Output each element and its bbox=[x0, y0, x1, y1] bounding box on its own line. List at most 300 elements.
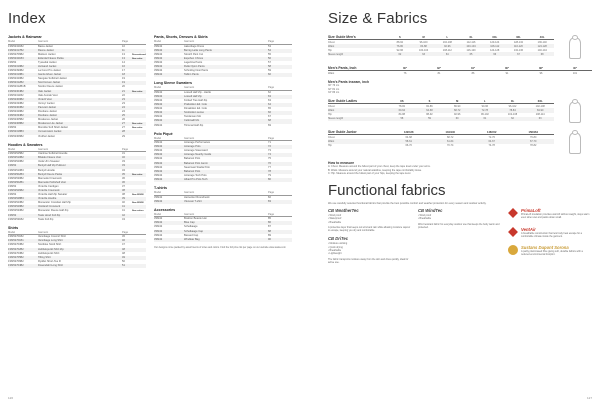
garment-cell: Rulle Nylon Pants bbox=[184, 64, 205, 68]
page-cell: 46 bbox=[122, 239, 125, 243]
table-row bbox=[8, 218, 146, 222]
header-page: Page bbox=[122, 40, 129, 43]
size-cell: 68-72 bbox=[453, 108, 461, 112]
table-row bbox=[154, 73, 292, 77]
page-cell: 60 bbox=[268, 73, 271, 77]
size-header-cell: XXL bbox=[537, 99, 543, 103]
size-cell: 91 bbox=[505, 71, 509, 75]
model-cell: 3SM42 bbox=[154, 149, 163, 153]
page-number-right: 127 bbox=[586, 396, 592, 400]
status-badge: New color bbox=[132, 173, 143, 176]
size-guide-men bbox=[328, 35, 592, 61]
garment-cell: Stretch Pant Cut bbox=[184, 52, 204, 56]
size-cell: 108-112 bbox=[442, 48, 452, 52]
model-cell: 1SM52523B2 bbox=[8, 201, 24, 205]
garment-cell: Heinecker Roundneck bbox=[184, 195, 210, 199]
page-cell: 48 bbox=[122, 251, 125, 255]
size-cell: 58-61 bbox=[405, 139, 412, 143]
model-cell: 3SM42 bbox=[154, 165, 163, 169]
size-header-cell: 32" bbox=[436, 66, 442, 70]
size-row-label: Waist bbox=[328, 108, 335, 112]
garment-cell: Bunlyd Half Zip Pullover bbox=[38, 164, 66, 168]
model-cell: 1SM52533B2 bbox=[8, 209, 24, 213]
garment-cell: Cellonadl Mo bbox=[184, 119, 200, 123]
page-cell: 14 bbox=[122, 60, 125, 64]
inseam-block bbox=[328, 80, 592, 94]
garment-cell: Dimakiden Ed. Cole bbox=[184, 107, 207, 111]
garment-cell: Nangate Softshell Jacket bbox=[38, 77, 67, 81]
model-cell: 3SM42 bbox=[154, 69, 163, 73]
page-cell: 31 bbox=[122, 152, 125, 156]
page-cell: 39 bbox=[122, 197, 125, 201]
index-section-title: Hoodies & Sweaters bbox=[8, 142, 43, 147]
size-header-cell: XL bbox=[469, 35, 473, 39]
size-cell: 112-116 bbox=[466, 40, 476, 44]
table-row bbox=[154, 124, 292, 128]
size-header-cell: 4XL bbox=[539, 35, 545, 39]
model-cell: 1SM52 bbox=[8, 60, 17, 64]
garment-cell: Schelkaage bbox=[184, 225, 198, 229]
table-row bbox=[328, 135, 554, 139]
size-header-cell: 3XL bbox=[516, 35, 521, 39]
garment-cell: Ravna Jacket bbox=[38, 48, 54, 52]
model-cell: 3SM42 bbox=[154, 64, 163, 68]
garment-cell: Tyssedal Jacket bbox=[38, 60, 57, 64]
size-table-title: Size Guide Junior bbox=[328, 130, 357, 135]
table-row bbox=[328, 71, 592, 75]
fabric-item bbox=[328, 208, 412, 232]
garment-cell: Praikolden Ed. Cole bbox=[184, 103, 207, 107]
page-cell: 37 bbox=[122, 184, 125, 188]
page-cell: 71 bbox=[268, 141, 271, 145]
size-row-label: Waist bbox=[328, 71, 335, 75]
model-cell: 1SM52706B2 bbox=[8, 259, 24, 263]
garment-cell: Vanntkage Long Shirt bbox=[38, 239, 63, 243]
page-cell: 21 bbox=[122, 89, 125, 93]
index-table-body bbox=[154, 91, 292, 128]
table-row bbox=[328, 108, 554, 112]
index-table-body bbox=[8, 235, 146, 268]
header-model: Model bbox=[154, 40, 162, 43]
size-cell: 90-96 bbox=[481, 104, 489, 108]
page-number-left: 126 bbox=[8, 396, 14, 400]
size-row-label: Chest bbox=[328, 135, 335, 139]
size-header-cell: 36" bbox=[504, 66, 510, 70]
size-cell: 64-68 bbox=[426, 108, 433, 112]
status-badge: New color bbox=[132, 127, 143, 130]
page-cell: 83 bbox=[268, 199, 271, 203]
size-header-cell: 122/128 bbox=[404, 130, 414, 134]
garment-cell: Uvmannstein Jacket bbox=[38, 130, 62, 134]
size-fabrics-title: Size & Fabrics bbox=[328, 10, 428, 27]
inseam-line: 30" 76 cm bbox=[328, 84, 340, 88]
size-table-body bbox=[328, 40, 554, 56]
size-table-title: Men's Pants, Inch bbox=[328, 66, 357, 70]
header-garment: Garment bbox=[184, 191, 195, 195]
size-cell: 84-88 bbox=[420, 44, 427, 48]
model-cell: 3SM42 bbox=[154, 153, 163, 157]
size-cell: 140-144 bbox=[537, 48, 547, 52]
page-cell: 35 bbox=[122, 172, 125, 176]
size-cell: 124-128 bbox=[537, 44, 547, 48]
size-header-cell: M bbox=[422, 35, 425, 39]
garment-cell: Rondane Jacket bbox=[38, 114, 57, 118]
table-row bbox=[154, 238, 292, 242]
fabric-feature-body bbox=[521, 227, 592, 243]
garment-cell: Vale Jacket bbox=[38, 89, 52, 93]
garment-cell: Vostland Crewneck bbox=[38, 205, 61, 209]
size-cell: 76-80 bbox=[396, 44, 404, 48]
garment-cell: Schnding Nosi Pants bbox=[184, 69, 209, 73]
size-cell: 78-82 bbox=[398, 104, 406, 108]
garment-cell: Lossell Half Zip - Hartle bbox=[184, 90, 211, 94]
model-cell: 1SM52502B3 bbox=[8, 172, 24, 176]
model-cell: 1SM52319B1 bbox=[8, 73, 24, 77]
size-cell: 64-67 bbox=[488, 139, 495, 143]
size-cell: 92-96 bbox=[396, 48, 404, 52]
status-badge: New color bbox=[132, 123, 143, 126]
garment-cell: Ryddet Short-Tee R bbox=[38, 259, 61, 263]
page-cell: 13 bbox=[122, 52, 125, 56]
garment-cell: Anterage Polo bbox=[184, 145, 201, 149]
page-cell: 57 bbox=[268, 60, 271, 64]
status-badge: New color bbox=[132, 90, 143, 93]
garment-cell: Vermyr Jacket bbox=[38, 101, 55, 105]
index-section bbox=[154, 81, 292, 127]
page-cell: 73 bbox=[268, 149, 271, 153]
garment-cell: Tilling Shirt bbox=[38, 255, 51, 259]
garment-cell: Anterage Performance bbox=[184, 141, 211, 145]
fabric-bullet: • Quick drying bbox=[328, 245, 343, 249]
garment-cell: Windlear Bag bbox=[184, 237, 200, 241]
header-model: Model bbox=[154, 191, 162, 195]
measure-line: A: Chest. Measure around the fullest part of your chest, keep the tape level under your arms. bbox=[328, 165, 431, 169]
page-cell: 56 bbox=[268, 56, 271, 60]
header-garment: Garment bbox=[184, 86, 195, 90]
page-cell: 38 bbox=[122, 193, 125, 197]
index-section bbox=[154, 208, 292, 242]
size-cell: 66 bbox=[493, 52, 497, 56]
size-header-cell: 134/140 bbox=[445, 130, 455, 134]
size-header-cell: 158/164 bbox=[528, 130, 538, 134]
garment-cell: Tallinn Pants bbox=[184, 73, 199, 77]
garment-cell: Lossell Half Zip bbox=[184, 94, 202, 98]
page-cell: 65 bbox=[268, 107, 271, 111]
model-cell: 1SM52704B2 bbox=[8, 263, 24, 267]
male-figure-icon bbox=[558, 35, 592, 61]
junior-figure-icon bbox=[558, 130, 592, 156]
size-cell: 58 bbox=[400, 117, 404, 121]
index-section-title: Accessories bbox=[154, 207, 176, 212]
size-cell: 65 bbox=[469, 52, 473, 56]
table-row bbox=[328, 44, 554, 48]
size-cell: 108-112 bbox=[490, 44, 500, 48]
size-cell: 88-92 bbox=[426, 113, 433, 117]
index-table-body bbox=[154, 196, 292, 204]
garment-cell: Albad Pro Polo Tech bbox=[184, 177, 208, 181]
measure-line: C: Hip. Measure around the fullest part of your hips, keeping the tape level. bbox=[328, 172, 411, 176]
fabric-bullet: • Wind proof bbox=[418, 213, 432, 217]
garment-cell: Knitted Ties Half Zip bbox=[184, 98, 208, 102]
header-model: Model bbox=[154, 212, 162, 216]
model-cell: 1SM52531B2 bbox=[8, 217, 24, 221]
measure-line: B: Waist. Measure around your natural waistline, keeping the tape comfortably loose. bbox=[328, 168, 422, 172]
size-guide-men-pants bbox=[328, 66, 592, 75]
model-cell: 3SM42 bbox=[154, 177, 163, 181]
page-cell: 36 bbox=[122, 176, 125, 180]
size-cell: 60-64 bbox=[398, 108, 406, 112]
size-table-body bbox=[328, 135, 554, 147]
size-cell: 61 bbox=[483, 117, 487, 121]
garment-cell: Schelkaage Cap bbox=[184, 229, 204, 233]
page-cell: 26 bbox=[122, 118, 125, 122]
garment-cell: Tandansen Mo bbox=[184, 115, 202, 119]
page-cell: 90 bbox=[268, 237, 271, 241]
page-cell: 10 bbox=[122, 44, 125, 48]
size-cell: 68-72 bbox=[447, 135, 454, 139]
fabric-logo: CB DriTec bbox=[328, 236, 349, 242]
model-cell: 1SM52530B2 bbox=[8, 176, 24, 180]
index-section-title: Polo Piqué bbox=[154, 131, 173, 136]
model-cell: 1SM52 bbox=[8, 213, 17, 217]
model-cell: 3SM42 bbox=[154, 94, 163, 98]
page-cell: 67 bbox=[268, 115, 271, 119]
size-cell: 78-84 bbox=[509, 108, 516, 112]
page-cell: 19 bbox=[122, 81, 125, 85]
fabric-text: A protective layer that keeps out wind and rain while allowing moisture vapour to escape, keeping you dry and comfortable. bbox=[328, 225, 411, 233]
size-cell: 60 bbox=[455, 117, 459, 121]
page-cell: 53 bbox=[268, 44, 271, 48]
size-cell: 96-100 bbox=[419, 40, 428, 44]
page-cell: 48 bbox=[122, 247, 125, 251]
model-cell: 3SM42 bbox=[154, 90, 163, 94]
size-cell: 104-108 bbox=[442, 40, 452, 44]
model-cell: 1SM52529B2 bbox=[8, 205, 24, 209]
model-cell: 3SM42 bbox=[154, 73, 163, 77]
status-badge: New colors bbox=[132, 210, 144, 213]
model-cell: 1SM52311B2 bbox=[8, 93, 24, 97]
index-table-body bbox=[8, 45, 146, 139]
header-model: Model bbox=[8, 147, 16, 151]
size-cell: 92-96 bbox=[444, 44, 451, 48]
page-cell: 89 bbox=[268, 233, 271, 237]
model-cell: 3SM42 bbox=[154, 98, 163, 102]
page-cell: 41 bbox=[122, 205, 125, 209]
model-cell: 3SM42 bbox=[154, 229, 163, 233]
model-cell: 3SM42 bbox=[154, 233, 163, 237]
size-cell: 102-108 bbox=[535, 104, 545, 108]
page-cell: 82 bbox=[268, 195, 271, 199]
page-cell: 88 bbox=[268, 229, 271, 233]
header-page: Page bbox=[122, 147, 129, 151]
garment-cell: Hubbekpunkt Shirt Zip bbox=[38, 247, 64, 251]
model-cell: 1SM52 bbox=[8, 184, 17, 188]
size-row-label: Sleeve length bbox=[328, 117, 344, 121]
model-cell: 3SM42 bbox=[154, 161, 163, 165]
size-cell: 108-114 bbox=[535, 113, 545, 117]
model-cell: 3SM42 bbox=[154, 115, 163, 119]
size-header-cell: S bbox=[428, 99, 431, 103]
garment-cell: Pauvrett Jacket bbox=[38, 105, 56, 109]
garment-cell: Veda Uhn Sweater bbox=[38, 160, 60, 164]
page-cell: 17 bbox=[122, 69, 125, 73]
model-cell: 3SM42 bbox=[154, 111, 163, 115]
garment-cell: Hubbekpunkt Shirt bbox=[38, 251, 60, 255]
index-column-2 bbox=[154, 35, 292, 272]
garment-cell: Lagertina Pants bbox=[184, 60, 203, 64]
page-cell: 13 bbox=[122, 56, 125, 60]
model-cell: 1SM52510B2 bbox=[8, 156, 24, 160]
header-garment: Garment bbox=[184, 136, 195, 140]
index-table-body bbox=[8, 152, 146, 222]
size-cell: 84-90 bbox=[536, 108, 544, 112]
page-cell: 62 bbox=[268, 90, 271, 94]
index-section-title: Shirts bbox=[8, 225, 19, 230]
size-header-cell: 30" bbox=[402, 66, 408, 70]
model-cell: 3SM42 bbox=[154, 173, 163, 177]
garment-cell: Mannedel Softshell Vest bbox=[38, 180, 66, 184]
size-cell: 67-70 bbox=[530, 139, 537, 143]
size-header-cell: XS bbox=[400, 99, 404, 103]
page-cell: 27 bbox=[122, 122, 125, 126]
header-garment: Garment bbox=[38, 40, 49, 43]
model-cell: 3SM42 bbox=[154, 195, 163, 199]
size-cell: 64 bbox=[445, 52, 449, 56]
size-header-cell: XL bbox=[510, 99, 515, 103]
functional-fabrics-title: Functional fabrics bbox=[328, 181, 446, 199]
page-cell: 33 bbox=[122, 164, 125, 168]
model-cell: 1SM52 bbox=[8, 164, 17, 168]
table-row bbox=[328, 117, 554, 121]
fabric-feature bbox=[508, 245, 592, 261]
size-cell: 96 bbox=[539, 71, 543, 75]
fabric-bullet: • Breathable bbox=[418, 217, 432, 221]
page-cell: 63 bbox=[268, 94, 271, 98]
size-cell: 72-78 bbox=[481, 108, 489, 112]
garment-cell: Bunlyd Hoodie bbox=[38, 168, 55, 172]
size-header-cell: L bbox=[446, 35, 449, 39]
model-cell: 1SM52317B2 bbox=[8, 48, 24, 52]
garment-cell: Anterage Steenward bbox=[184, 149, 208, 153]
page-cell: 64 bbox=[268, 103, 271, 107]
garment-cell: Bessed Cap bbox=[184, 233, 199, 237]
size-cell: 100-104 bbox=[418, 48, 429, 52]
size-cell: 116-120 bbox=[513, 44, 523, 48]
garment-cell: La Foret Pro Jacket bbox=[38, 69, 61, 73]
garment-cell: Vinterlie Hoodie bbox=[38, 197, 57, 201]
page-cell: 47 bbox=[122, 243, 125, 247]
table-row bbox=[328, 52, 554, 56]
fabric-bullets bbox=[328, 214, 412, 224]
garment-cell: Aakerdage Dress bbox=[184, 44, 205, 48]
index-table-body bbox=[154, 45, 292, 78]
header-model: Model bbox=[8, 230, 16, 234]
page-cell: 63 bbox=[268, 98, 271, 102]
index-section-title: T-shirts bbox=[154, 186, 167, 191]
size-guide-ladies bbox=[328, 99, 592, 125]
size-row-label: Chest bbox=[328, 104, 335, 108]
garment-cell: Vinterli Vest bbox=[38, 97, 52, 101]
fabric-bullet: • Waterproof bbox=[328, 217, 342, 221]
size-row-label: Hip bbox=[328, 144, 332, 148]
model-cell: 1SM52510B3 bbox=[8, 168, 24, 172]
size-cell: 64-68 bbox=[405, 135, 412, 139]
garment-cell: Nearcoast Stadia Polo bbox=[184, 165, 210, 169]
page-cell: 19 bbox=[122, 77, 125, 81]
model-cell: 3SM42 bbox=[154, 56, 163, 60]
size-cell: 120-124 bbox=[490, 40, 500, 44]
model-cell: 1SM52303B2 bbox=[8, 105, 24, 109]
index-section-title: Pants, Shorts, Dresses & Skirts bbox=[154, 35, 208, 39]
model-cell: 1SM52329B2 bbox=[8, 110, 24, 113]
size-cell: 68 bbox=[540, 52, 544, 56]
page-cell: 25 bbox=[122, 114, 125, 118]
page-cell: 69 bbox=[268, 123, 271, 127]
model-cell: 3SM42 bbox=[154, 157, 163, 161]
model-cell: 1SM52702B2 bbox=[8, 247, 24, 251]
fabric-bullets bbox=[418, 214, 502, 221]
page-cell: 34 bbox=[122, 168, 125, 172]
model-cell: 3SM42 bbox=[154, 123, 163, 127]
model-cell: 3SM42 bbox=[154, 145, 163, 149]
page-cell: 77 bbox=[268, 165, 271, 169]
index-section-title: Long Sleeve Sweaters bbox=[154, 81, 192, 86]
garment-cell: Eiderdal Fleece Parka bbox=[38, 56, 64, 60]
page-cell: 28 bbox=[122, 130, 125, 134]
garment-cell: Moskenes Lite Jacket bbox=[38, 122, 63, 126]
page-cell: 54 bbox=[268, 48, 271, 52]
model-cell: 3SM42 bbox=[154, 60, 163, 64]
fabric-brand: Sustans Dupont Sorona bbox=[521, 245, 569, 251]
page-cell: 43 bbox=[122, 217, 125, 221]
size-cell: 63 bbox=[422, 52, 425, 56]
index-section bbox=[154, 35, 292, 77]
index-column-1 bbox=[8, 35, 146, 272]
status-badge: New color bbox=[132, 57, 143, 60]
page-cell: 32 bbox=[122, 156, 125, 160]
model-cell: 1SM52 bbox=[8, 126, 17, 130]
size-table-title: Size Guide Ladies bbox=[328, 99, 358, 104]
model-cell: 1SM52520B2 bbox=[8, 160, 24, 164]
size-header-cell: 40" bbox=[572, 66, 578, 70]
header-model: Model bbox=[154, 136, 162, 140]
size-header-cell: M bbox=[456, 99, 459, 103]
header-model: Model bbox=[154, 86, 162, 90]
header-page: Page bbox=[268, 212, 275, 216]
fabric-feature-body bbox=[521, 245, 592, 261]
size-cell: 67 bbox=[517, 52, 520, 56]
page-cell: 40 bbox=[122, 201, 125, 205]
page-cell: 18 bbox=[122, 73, 125, 77]
page-cell: 79 bbox=[268, 173, 271, 177]
size-cell: 70-74 bbox=[447, 144, 454, 148]
table-row bbox=[328, 139, 554, 143]
garment-cell: Babarvel Polo bbox=[184, 169, 201, 173]
size-cell: 102-108 bbox=[507, 113, 518, 117]
fabric-bullet: • Lightweight bbox=[328, 252, 342, 256]
size-cell: 61-64 bbox=[447, 139, 454, 143]
garment-cell: Babarvel Polo bbox=[184, 157, 201, 161]
page-cell: 38 bbox=[122, 189, 125, 192]
fabric-item bbox=[328, 236, 412, 264]
size-header-cell: S bbox=[398, 35, 401, 39]
page-cell: 24 bbox=[122, 105, 125, 109]
page-cell: 66 bbox=[268, 111, 271, 115]
page-cell: 36 bbox=[122, 180, 125, 184]
header-page: Page bbox=[268, 40, 275, 43]
size-cell: 59 bbox=[428, 117, 431, 121]
fabric-text: A breathable construction that lets body heat escape for a comfortable climate inside the garment. bbox=[521, 231, 583, 238]
